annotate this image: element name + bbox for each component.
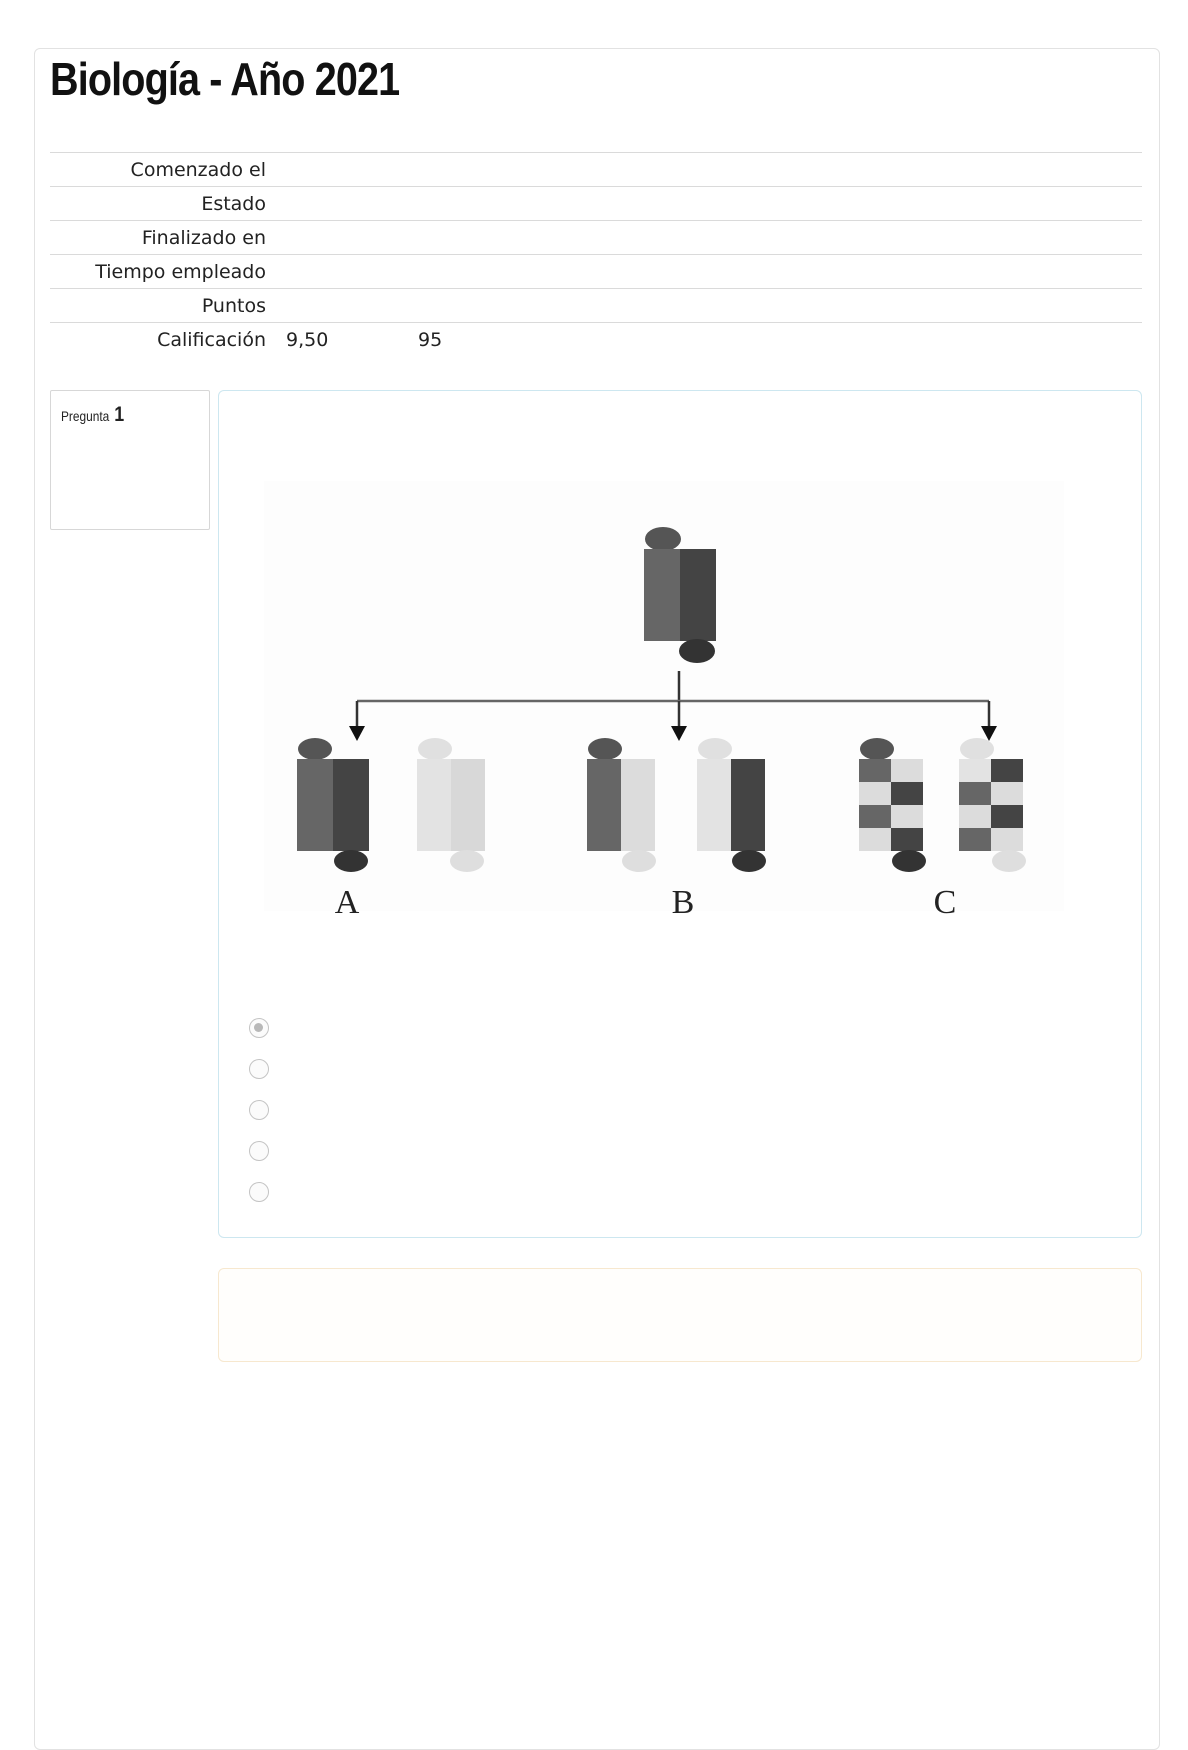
chromosome-diagram xyxy=(249,471,1079,931)
summary-label: Puntos xyxy=(201,294,266,317)
summary-value xyxy=(276,187,1142,221)
figure-label-b: B xyxy=(671,884,695,921)
feedback-box xyxy=(218,1268,1142,1362)
summary-row-points xyxy=(50,289,1142,323)
answer-radio-2[interactable] xyxy=(249,1059,269,1079)
summary-value xyxy=(276,323,1142,357)
page-title: Biología - Año 2021 xyxy=(50,53,400,105)
grade-extra: 95 xyxy=(418,328,443,351)
summary-row-time-taken xyxy=(50,255,1142,289)
grade-value: 9,50 xyxy=(286,328,329,351)
answer-options xyxy=(249,1018,269,1223)
question-number-label xyxy=(61,403,124,427)
summary-label: Calificación xyxy=(157,328,266,351)
summary-row-grade xyxy=(50,323,1142,357)
summary-label: Estado xyxy=(201,192,266,215)
answer-radio-1[interactable] xyxy=(249,1018,269,1038)
summary-label: Comenzado el xyxy=(130,158,266,181)
figure-label-c: C xyxy=(933,884,957,921)
summary-row-finished xyxy=(50,221,1142,255)
summary-value xyxy=(276,153,1142,187)
attempt-summary-table xyxy=(50,152,1142,357)
summary-row-state xyxy=(50,187,1142,221)
summary-value xyxy=(276,255,1142,289)
answer-radio-4[interactable] xyxy=(249,1141,269,1161)
summary-value xyxy=(276,221,1142,255)
answer-radio-5[interactable] xyxy=(249,1182,269,1202)
summary-row-started xyxy=(50,153,1142,187)
figure-label-a: A xyxy=(334,884,360,921)
question-content xyxy=(218,390,1142,1238)
summary-label: Finalizado en xyxy=(141,226,266,249)
question-number: 1 xyxy=(114,403,125,426)
question-word: Pregunta xyxy=(61,408,110,424)
summary-value xyxy=(276,289,1142,323)
answer-radio-3[interactable] xyxy=(249,1100,269,1120)
question-info-box xyxy=(50,390,210,530)
summary-label: Tiempo empleado xyxy=(95,260,266,283)
